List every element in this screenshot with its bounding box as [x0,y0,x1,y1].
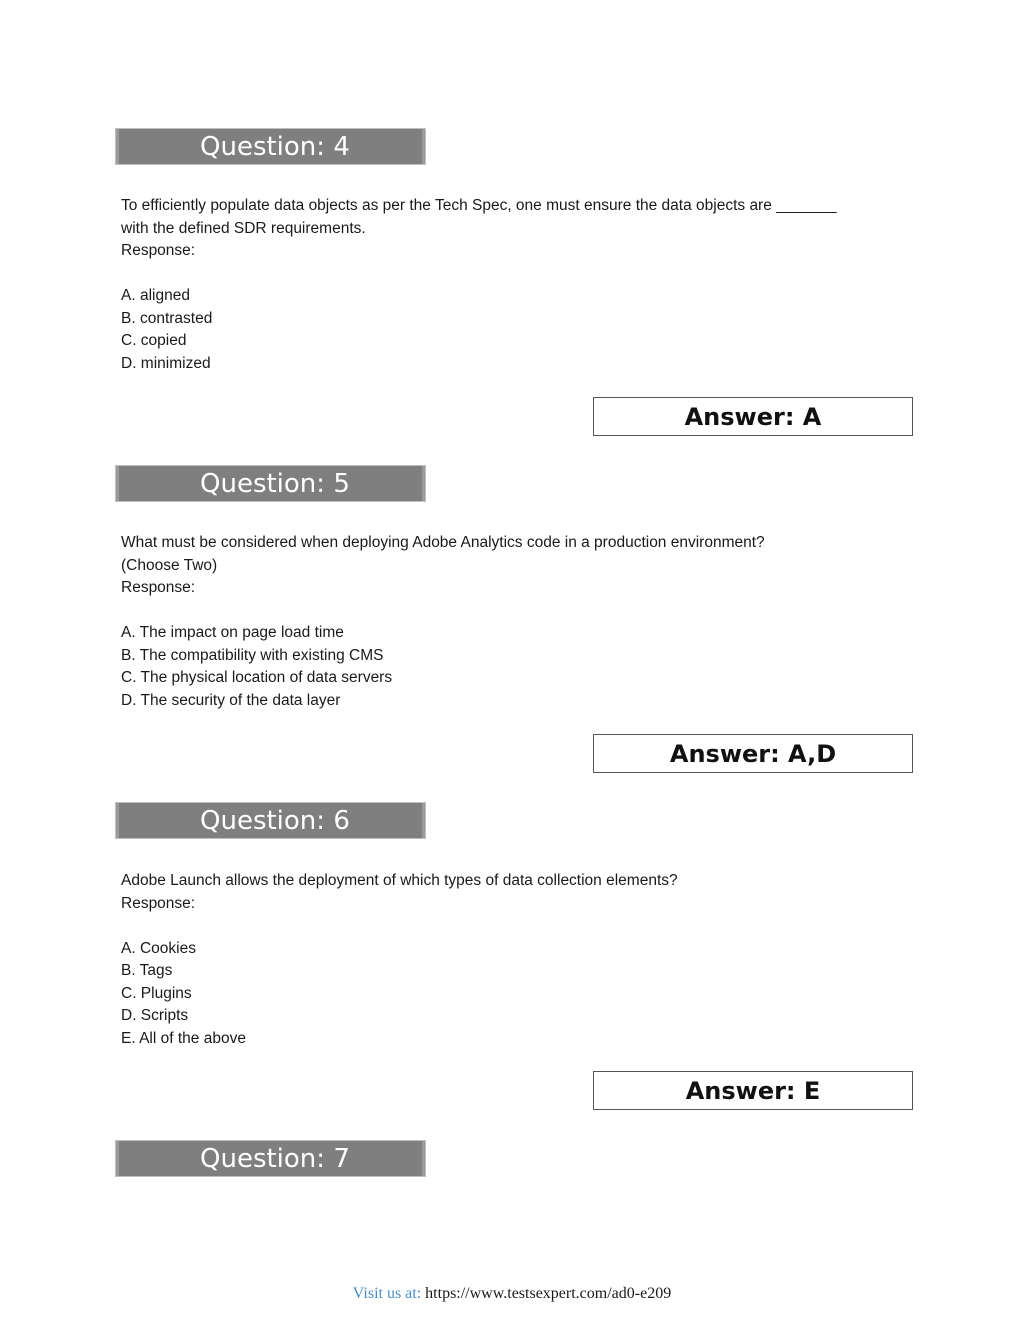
question-5-text-line-1: What must be considered when deploying Adobe Analytics code in a production environment? [121,534,765,551]
spacer [121,263,921,286]
question-5-option-c: C. The physical location of data servers [121,669,393,686]
question-4-answer-box [593,397,913,436]
question-7-header [115,1140,426,1177]
question-6-answer: Answer: E [685,1077,821,1105]
question-5-answer-box [593,734,913,773]
question-6-option-e: E. All of the above [121,1029,246,1047]
question-4-title: Question: 4 [200,132,350,162]
question-6-option-c: C. Plugins [121,984,192,1002]
question-6-option-a: A. Cookies [121,939,196,957]
question-6-answer-box [593,1071,913,1110]
question-6-option-b: B. Tags [121,962,173,979]
question-5-answer: Answer: A,D [669,740,837,768]
question-6-option-d: D. Scripts [121,1007,189,1024]
question-4-text-line-1: To efficiently populate data objects as per the Tech Spec, one must ensure the data objects are _______ [121,197,837,214]
footer-visit-label: Visit us at: [352,1285,422,1302]
question-5-option-b: B. The compatibility with existing CMS [121,646,384,664]
question-4-option-d: D. minimized [121,354,211,372]
question-6-header [115,802,426,839]
spacer [121,915,921,938]
question-4-option-c: C. copied [121,332,187,349]
question-4-answer: Answer: A [684,403,822,431]
question-5-title: Question: 5 [200,469,350,499]
question-6-text-line-1: Adobe Launch allows the deployment of which types of data collection elements? [121,872,678,889]
question-6-response-label: Response: [121,894,196,912]
question-4-body [121,195,921,375]
footer-url-link[interactable]: https://www.testsexpert.com/ad0-e209 [425,1285,672,1302]
question-5-text-line-2: (Choose Two) [121,556,218,574]
question-4-response-label: Response: [121,242,196,259]
question-4-text-line-2: with the defined SDR requirements. [121,219,366,237]
question-5-option-d: D. The security of the data layer [121,691,341,709]
question-6-title: Question: 6 [200,806,350,836]
question-5-header [115,465,426,502]
question-4-header [115,128,426,165]
question-6-body [121,870,921,1050]
question-5-option-a: A. The impact on page load time [121,624,344,641]
spacer [121,600,921,623]
question-4-option-b: B. contrasted [121,309,213,327]
question-5-response-label: Response: [121,579,196,596]
question-4-option-a: A. aligned [121,287,190,304]
question-5-body [121,532,921,712]
page-footer [0,1284,1024,1304]
question-7-title: Question: 7 [200,1144,350,1174]
